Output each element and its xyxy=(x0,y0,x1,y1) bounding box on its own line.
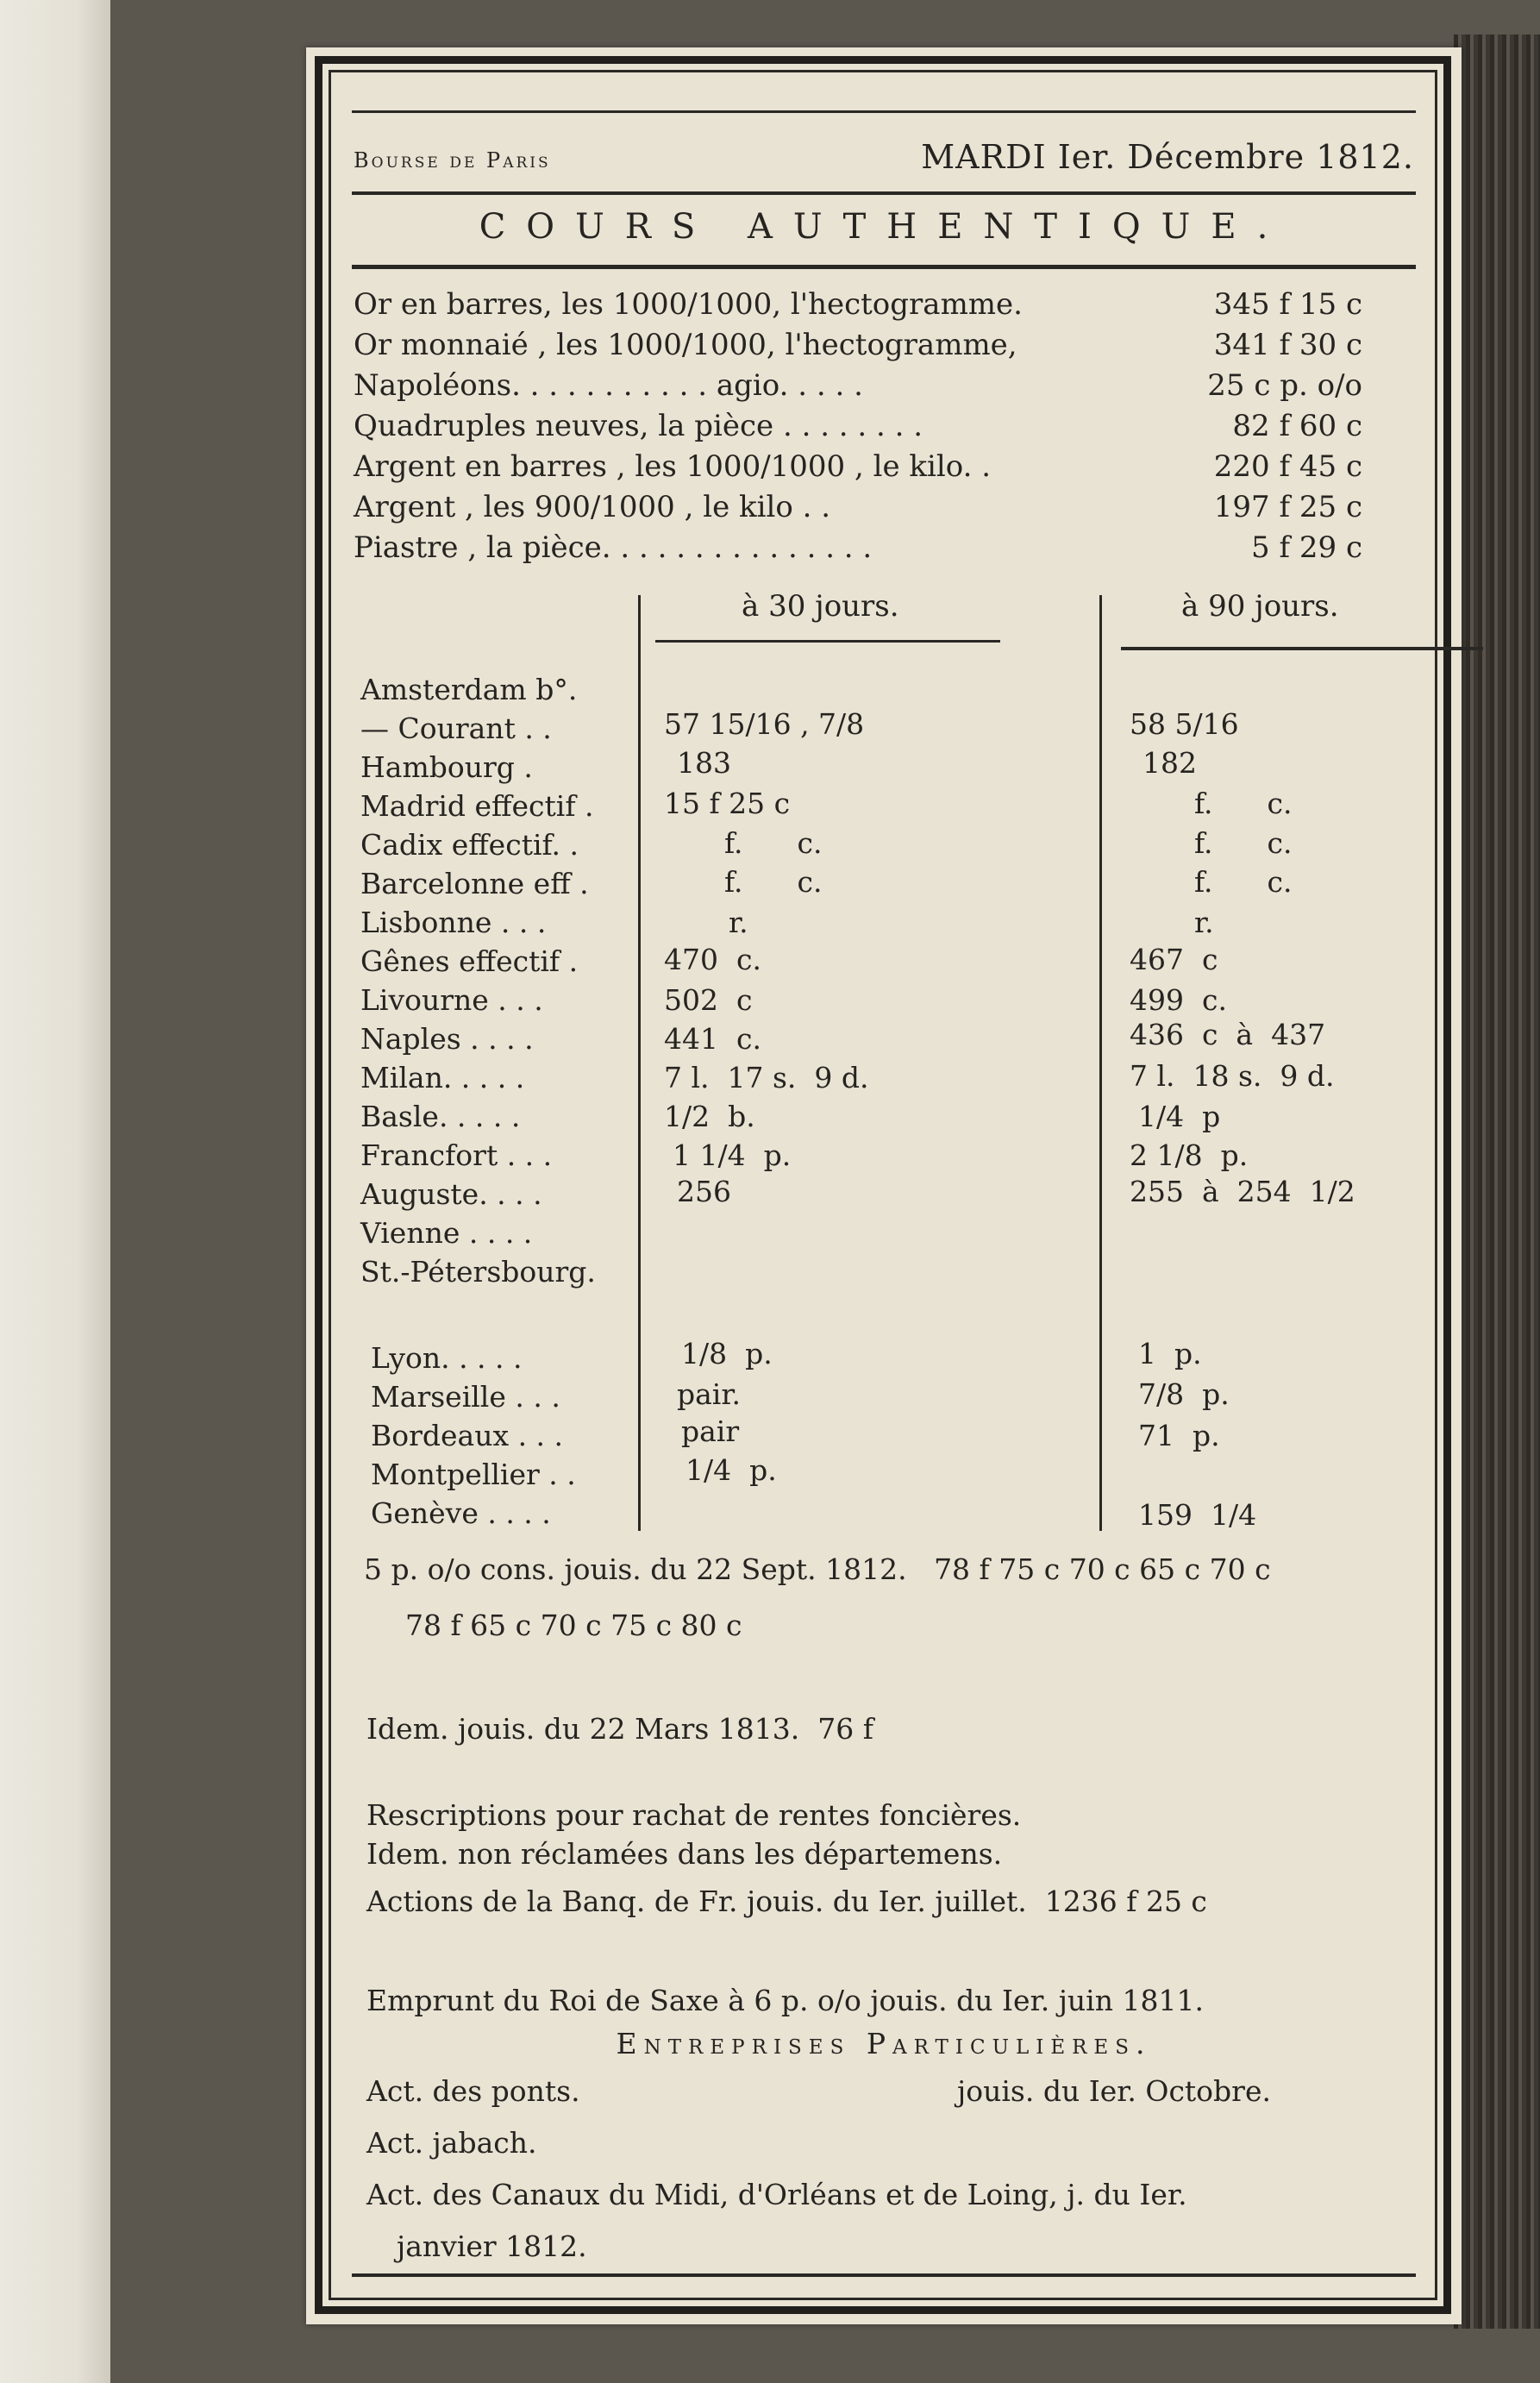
document-page xyxy=(306,47,1462,2324)
metal-label: Argent , les 900/1000 , le kilo . . xyxy=(354,490,831,524)
column-header-90: à 90 jours. xyxy=(1181,589,1339,624)
canaux-line-2: janvier 1812. xyxy=(397,2229,587,2263)
city-label: Milan. . . . . xyxy=(360,1061,525,1094)
banque-line: Actions de la Banq. de Fr. jouis. du Ier. juillet. 1236 f 25 c xyxy=(366,1884,1207,1918)
metal-value: 197 f 25 c xyxy=(1213,490,1362,524)
city-label: Francfort . . . xyxy=(360,1138,553,1172)
metal-row xyxy=(354,325,1362,366)
city-label: Livourne . . . xyxy=(360,983,543,1017)
rate-90: 159 1/4 xyxy=(1138,1498,1257,1532)
city-label: Hambourg . xyxy=(360,750,533,784)
metal-value: 345 f 15 c xyxy=(1213,287,1362,322)
rate-90: 436 c à 437 xyxy=(1130,1018,1326,1051)
city-label: St.-Pétersbourg. xyxy=(360,1255,596,1289)
city-label: Naples . . . . xyxy=(360,1022,534,1056)
rate-90: 58 5/16 xyxy=(1130,707,1239,741)
header-left: Bourse de Paris xyxy=(354,148,551,172)
rate-30: f. c. xyxy=(724,865,823,899)
ponts-line: Act. des ponts. xyxy=(366,2074,580,2108)
rate-30: 441 c. xyxy=(664,1022,761,1056)
city-label: Lisbonne . . . xyxy=(360,906,547,939)
city-label: Madrid effectif . xyxy=(360,789,594,823)
page-content xyxy=(345,86,1423,2286)
metal-value: 82 f 60 c xyxy=(1232,409,1362,443)
metal-row xyxy=(354,447,1362,487)
rate-30: f. c. xyxy=(724,826,823,860)
city-label: Barcelonne eff . xyxy=(360,867,589,900)
column-divider-right xyxy=(1099,595,1102,1531)
rate-90: 182 xyxy=(1142,746,1197,780)
city-label: Cadix effectif. . xyxy=(360,828,579,862)
ponts-jouis: jouis. du Ier. Octobre. xyxy=(957,2074,1271,2108)
rate-90: 71 p. xyxy=(1138,1419,1220,1452)
city-label: Vienne . . . . xyxy=(360,1216,533,1250)
column-rule-90 xyxy=(1121,647,1483,650)
metal-row xyxy=(354,285,1362,325)
rate-30: 256 xyxy=(677,1175,731,1208)
rate-30: 1/8 p. xyxy=(681,1337,773,1370)
metal-value: 341 f 30 c xyxy=(1213,328,1362,362)
rate-90: f. c. xyxy=(1194,787,1293,820)
page-title: COURS AUTHENTIQUE. xyxy=(479,207,1289,247)
rate-30: r. xyxy=(729,906,748,939)
city-label: Gênes effectif . xyxy=(360,944,579,978)
metal-label: Or en barres, les 1000/1000, l'hectogramme. xyxy=(354,287,1023,322)
idem-line: Idem. jouis. du 22 Mars 1813. 76 f xyxy=(366,1712,873,1746)
canaux-line: Act. des Canaux du Midi, d'Orléans et de Loing, j. du Ier. xyxy=(366,2178,1187,2211)
rate-30: 57 15/16 , 7/8 xyxy=(664,707,865,741)
rate-30: 7 l. 17 s. 9 d. xyxy=(664,1061,869,1094)
rate-90: f. c. xyxy=(1194,826,1293,860)
city-label: Marseille . . . xyxy=(371,1380,560,1414)
city-label: Auguste. . . . xyxy=(360,1177,542,1211)
title-rule xyxy=(352,265,1416,269)
metal-label: Argent en barres , les 1000/1000 , le kilo. . xyxy=(354,449,992,484)
city-label: — Courant . . xyxy=(360,712,552,745)
metals-list xyxy=(354,285,1362,568)
city-label: Bordeaux . . . xyxy=(371,1419,564,1452)
idem-reclamees-line: Idem. non réclamées dans les départemens. xyxy=(366,1837,1003,1871)
emprunt-line: Emprunt du Roi de Saxe à 6 p. o/o jouis. du Ier. juin 1811. xyxy=(366,1984,1204,2017)
rate-30: 470 c. xyxy=(664,943,761,976)
city-label: Amsterdam b°. xyxy=(360,673,578,706)
rate-30: 1 1/4 p. xyxy=(673,1138,792,1172)
city-label: Lyon. . . . . xyxy=(371,1341,523,1375)
rescriptions-line: Rescriptions pour rachat de rentes foncières. xyxy=(366,1798,1022,1832)
metal-row xyxy=(354,528,1362,568)
rate-90: f. c. xyxy=(1194,865,1293,899)
metal-value: 5 f 29 c xyxy=(1251,530,1362,565)
rate-90: 1/4 p xyxy=(1138,1100,1221,1133)
top-rule xyxy=(352,110,1416,113)
metal-row xyxy=(354,487,1362,528)
rente-line-2: 78 f 65 c 70 c 75 c 80 c xyxy=(405,1609,742,1642)
rate-30: 15 f 25 c xyxy=(664,787,791,820)
rate-90: r. xyxy=(1194,906,1214,939)
column-rule-30 xyxy=(655,640,1000,643)
rate-90: 1 p. xyxy=(1138,1337,1202,1370)
rate-90: 499 c. xyxy=(1130,983,1227,1017)
city-label: Basle. . . . . xyxy=(360,1100,521,1133)
jabach-line: Act. jabach. xyxy=(366,2126,537,2160)
rate-90: 7 l. 18 s. 9 d. xyxy=(1130,1059,1335,1093)
metal-row xyxy=(354,406,1362,447)
left-margin-page xyxy=(0,0,110,2383)
city-label: Montpellier . . xyxy=(371,1458,576,1491)
metal-label: Napoléons. . . . . . . . . . . agio. . . . . xyxy=(354,368,863,403)
city-label: Genève . . . . xyxy=(371,1496,551,1530)
rate-30: 502 c xyxy=(664,983,753,1017)
bottom-rule xyxy=(352,2273,1416,2277)
page-header xyxy=(354,138,1414,181)
metal-label: Piastre , la pièce. . . . . . . . . . . . . . . xyxy=(354,530,873,565)
section-heading: Entreprises Particulières. xyxy=(616,2027,1152,2060)
metal-value: 220 f 45 c xyxy=(1213,449,1362,484)
column-divider-left xyxy=(638,595,641,1531)
rate-30: 1/2 b. xyxy=(664,1100,755,1133)
rate-90: 2 1/8 p. xyxy=(1130,1138,1249,1172)
metal-row xyxy=(354,366,1362,406)
rate-90: 7/8 p. xyxy=(1138,1377,1230,1411)
rate-30: 183 xyxy=(677,746,731,780)
rate-30: pair xyxy=(681,1414,740,1448)
rate-30: 1/4 p. xyxy=(685,1453,777,1487)
metal-label: Or monnaié , les 1000/1000, l'hectogramme, xyxy=(354,328,1017,362)
column-header-30: à 30 jours. xyxy=(742,589,899,624)
rate-90: 467 c xyxy=(1130,943,1218,976)
rate-30: pair. xyxy=(677,1377,741,1411)
metal-label: Quadruples neuves, la pièce . . . . . . . . xyxy=(354,409,923,443)
book-page-edges xyxy=(1454,34,1540,2329)
rate-90: 255 à 254 1/2 xyxy=(1130,1175,1355,1208)
header-rule xyxy=(352,191,1416,195)
metal-value: 25 c p. o/o xyxy=(1207,368,1362,403)
rente-line-1: 5 p. o/o cons. jouis. du 22 Sept. 1812. 78 f 75 c 70 c 65 c 70 c xyxy=(364,1552,1271,1586)
header-date: MARDI Ier. Décembre 1812. xyxy=(921,138,1414,176)
